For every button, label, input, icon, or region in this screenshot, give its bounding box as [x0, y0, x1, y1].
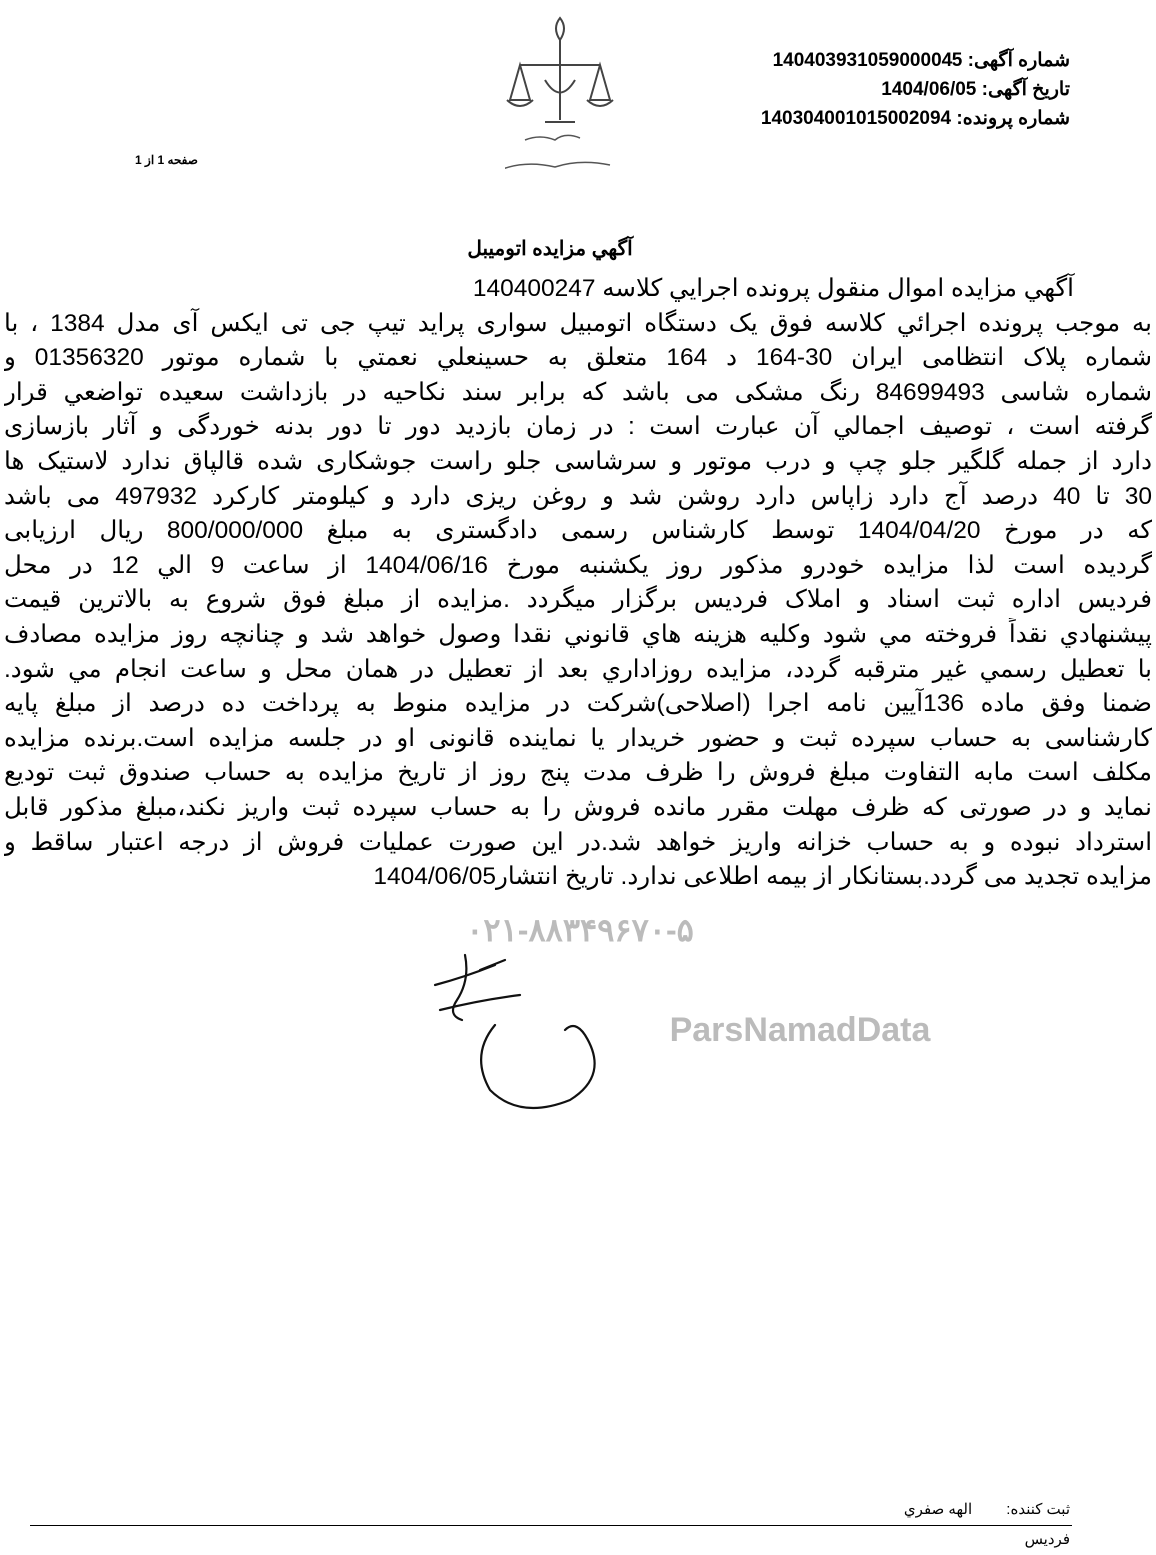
body-line: شماره پلاک انتظامی ایران 30-164 د 164 متعلق به حسينعلي نعمتي با شماره موتور 01356320 و — [4, 344, 1152, 372]
registrar — [904, 1500, 1070, 1518]
body-line: نماید و در صورتی که ظرف مهلت مقرر مانده فروش را به حساب سپرده ثبت واریز نکند،مبلغ مذکور قابل — [4, 793, 1152, 821]
body-line: گردیده است لذا مزایده خودرو مذکور روز یکشنبه مورخ 1404/06/16 از ساعت 9 الي 12 در محل — [4, 551, 1152, 579]
notice-body — [4, 272, 1152, 895]
notice-number: 14040393105900004 5 — [772, 50, 963, 71]
body-line: به موجب پرونده اجرائي كلاسه فوق یک دستگاه اتومبیل سواری پراید تیپ جی تی ایکس آی مدل 1384 ، با — [4, 309, 1152, 337]
registrar-name: الهه صفري — [903, 1501, 973, 1518]
watermark-brand: ParsNamadData — [669, 1011, 931, 1049]
file-number-row — [761, 104, 1070, 133]
body-line: 30 تا 40 درصد آج دارد زاپاس دارد روشن شد و روغن ریزی دارد و کیلومتر کارکرد 497932 می باشد — [4, 482, 1152, 510]
notice-number-label: شماره آگهی: — [967, 50, 1070, 71]
body-line: فردیس اداره ثبت اسناد و املاک فردیس برگزار میگردد .مزایده از مبلغ فوق شروع به بالاترین قیمت — [4, 586, 1152, 614]
notice-date-label: تاریخ آگهی: — [981, 79, 1070, 100]
signature — [415, 950, 615, 1120]
judiciary-logo — [505, 10, 615, 190]
body-heading-line: آگهي مزايده اموال منقول پرونده اجرايي كلاسه 140400247 — [472, 275, 1074, 302]
file-number: 140304001015002094 — [760, 108, 952, 129]
notice-date: 1404/06/05 — [881, 79, 977, 100]
page-number: صفحه 1 از 1 — [135, 153, 198, 167]
body-line: استرداد نبوده و به حساب خزانه واریز خواهد شد.در این صورت عملیات فروش از درجه اعتبار ساقط و — [4, 828, 1152, 856]
body-line: که در مورخ 1404/04/20 توسط کارشناس رسمی دادگستری به مبلغ 800/000/000 ریال ارزیابی — [4, 517, 1152, 545]
registrar-label: ثبت کننده: — [1006, 1501, 1070, 1518]
body-line: پيشنهادي نقداً فروخته مي شود وكليه هزينه هاي قانوني نقدا وصول خواهد شد و چنانچه روز مزايده مصادف — [4, 620, 1152, 648]
notice-date-row — [761, 75, 1070, 104]
body-line: ضمنا وفق ماده 136آیین نامه اجرا (اصلاحی)شرکت در مزایده منوط به پرداخت ده درصد از مبلغ پایه — [4, 690, 1152, 718]
watermark-phone: ۰۲۱-۸۸۳۴۹۶۷۰-۵ — [466, 912, 694, 948]
footer-divider — [30, 1525, 1072, 1526]
registry-office: فرديس — [1024, 1531, 1070, 1548]
file-number-label: شماره پرونده: — [956, 108, 1070, 129]
body-line: مکلف است مابه التفاوت مبلغ فروش را ظرف مدت پنج روز از تاریخ مزایده به حساب صندوق ثبت تودیع — [4, 759, 1152, 787]
body-line: دارد از جمله گلگیر جلو چپ و درب موتور و سرشاسی جلو راست جوشکاری شده قالپاق ندارد لاستیک ها — [4, 447, 1152, 475]
notice-number-row — [761, 46, 1070, 75]
body-line: کارشناسی به حساب سپرده ثبت و حضور خریدار یا نماینده قانونی او در جلسه مزایده است.برنده مزایده — [4, 724, 1152, 752]
scales-emblem-icon — [505, 10, 615, 190]
body-line: با تعطيل رسمي غير مترقبه گردد، مزايده روزاداري بعد از تعطيل در همان محل و ساعت انجام مي شود. — [4, 655, 1152, 683]
body-line: گرفته است ، توصيف اجمالي آن عبارت است : در زمان بازدید دور تا دور بدنه خوردگی و آثار بازسازی — [4, 413, 1152, 441]
body-line: شماره شاسی 84699493 رنگ مشکی می باشد که برابر سند نکاحیه در بازداشت سعیده تواضعي قرار — [4, 378, 1152, 406]
body-line: مزایده تجدید می گردد.بستانکار از بیمه اطلاعی ندارد. تاریخ انتشار1404/06/05 — [373, 863, 1152, 891]
handwritten-signature-icon — [415, 950, 615, 1120]
notice-header — [761, 46, 1070, 133]
document-title: آگهي مزايده اتوميبل — [467, 238, 633, 260]
